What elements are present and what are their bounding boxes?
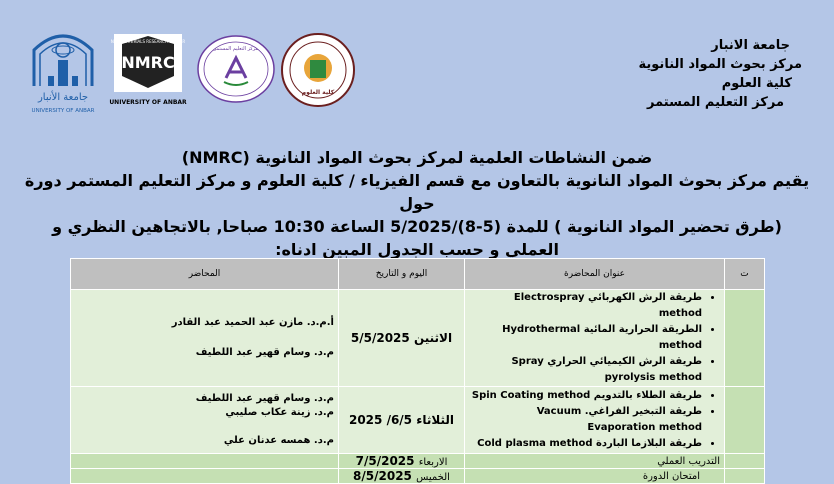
row-num-cell: [725, 469, 765, 484]
intro-line-1: ضمن النشاطات العلمية لمركز بحوث المواد النانوية (NMRC): [181, 148, 653, 167]
continuing-education-logo: [196, 34, 276, 104]
intro-line-3: (طرق تحضير المواد النانوية ) للمدة (5-8)/5/2025 الساعة 10:30 صباحا, بالاتجاهين النظري و: [52, 217, 782, 236]
topic-item: • طريقة التبخير الفراغي. Vacuum Evaporation method: [469, 404, 702, 436]
lecturer-name: م.د. همسه عدنان علي: [223, 435, 334, 446]
nanomaterials-research-center-logo: [108, 30, 188, 108]
table-row: [71, 469, 765, 484]
date-cell: [339, 454, 465, 469]
nmrc-text: NMRC: [121, 53, 175, 72]
science-label: كلية العلوم: [301, 89, 335, 96]
day-label: الاثنين: [413, 331, 453, 345]
announcement-text: [20, 146, 814, 261]
day-label: الخميس: [416, 472, 450, 483]
intro-line-2: يقيم مركز بحوث المواد النانوية بالتعاون مع قسم الفيزياء / كلية العلوم و مركز التعليم المستمر دورة حول: [24, 171, 810, 213]
table-row: [71, 387, 765, 454]
date-label: 7/5/2025: [355, 454, 415, 468]
topic-cell: امتحان الدورة: [465, 469, 725, 484]
lecturer-cell: [71, 469, 339, 484]
topic-cell: التدريب العملي: [465, 454, 725, 469]
topic-item: • طريقة الرش الكهربائي Electrospray method: [469, 290, 702, 322]
table-header-row: [71, 259, 765, 290]
row-num-cell: [725, 454, 765, 469]
lecturer-cell: [71, 454, 339, 469]
date-cell: [339, 387, 465, 454]
center-name: مركز بحوث المواد النانوية: [638, 57, 802, 72]
topic-item: • طريقة الطلاء بالتدويم Spin Coating method: [469, 388, 702, 404]
date-cell: [339, 290, 465, 387]
date-cell: [339, 469, 465, 484]
row-num-cell: [725, 387, 765, 454]
ce-label: مركز التعليم المستمر: [213, 46, 259, 52]
topic-cell: [465, 387, 725, 454]
date-label: 8/5/2025: [353, 469, 412, 483]
university-name: جامعة الانبار: [711, 38, 790, 53]
intro-line-4: العملي و حسب الجدول المبين ادناه:: [275, 240, 559, 259]
nmrc-caption: UNIVERSITY OF ANBAR: [109, 99, 187, 106]
table-row: [71, 454, 765, 469]
college-name: كلية العلوم: [721, 76, 792, 91]
continuing-education-name: مركز التعليم المستمر: [646, 95, 784, 110]
header-date: اليوم و التاريخ: [339, 259, 465, 290]
topic-item: • طريقة الرش الكيميائي الحراري Spray pyrolysis method: [469, 354, 702, 386]
row-num-cell: [725, 290, 765, 387]
university-of-anbar-logo: [30, 26, 96, 116]
topic-item: • الطريقة الحرارية المائية Hydrothermal method: [469, 322, 702, 354]
header-topic: عنوان المحاضرة: [465, 259, 725, 290]
header-num: ت: [725, 259, 765, 290]
college-of-science-logo: [280, 32, 356, 108]
schedule-table: [70, 258, 765, 484]
topic-cell: [465, 290, 725, 387]
nmrc-ring-text: NANOMATERIALS RESEARCH CENTER: [110, 39, 186, 44]
anbar-arabic-label: جامعة الأنبار: [37, 92, 89, 103]
date-label: 5/5/2025: [350, 331, 410, 345]
lecturer-name: م.د. وسام قهير عبد اللطيف: [195, 347, 334, 358]
lecturer-name: م.د. وسام قهير عبد اللطيف: [195, 393, 334, 404]
university-header: [490, 36, 802, 112]
lecturer-name: م.د. زينة عكاب صليبي: [225, 407, 334, 418]
day-label: الاربعاء: [418, 457, 448, 468]
date-label: 6/5/ 2025: [348, 413, 413, 427]
topic-item: • طريقة البلازما الباردة Cold plasma method: [469, 436, 702, 452]
table-row: [71, 290, 765, 387]
header-lecturer: المحاضر: [71, 259, 339, 290]
day-label: الثلاثاء: [416, 413, 455, 427]
lecturer-cell: [71, 387, 339, 454]
lecturer-name: أ.م.د. مازن عبد الحميد عبد القادر: [171, 317, 334, 328]
lecturer-cell: [71, 290, 339, 387]
anbar-caption: UNIVERSITY OF ANBAR: [31, 108, 95, 114]
